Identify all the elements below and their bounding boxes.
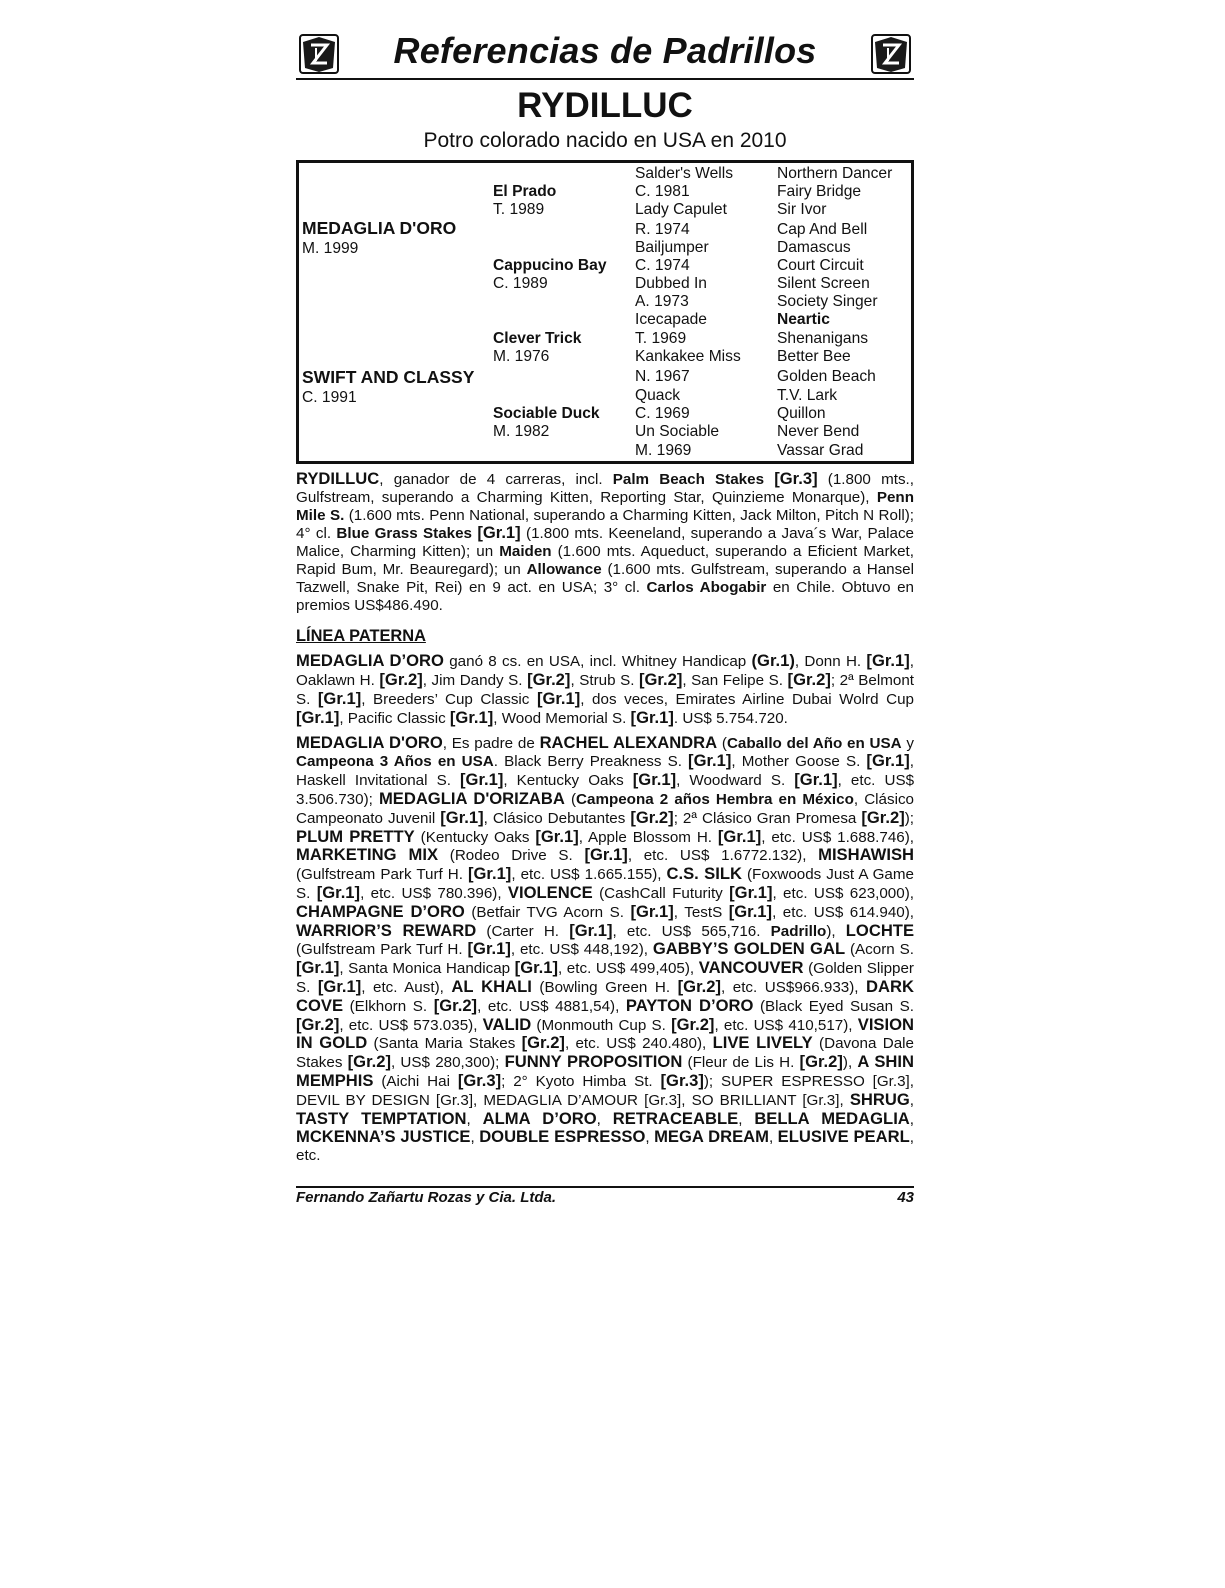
text-run: ); — [703, 1072, 722, 1090]
g4-ancestor: Fairy Bridge — [777, 183, 862, 200]
text-run: , Mother Goose S. — [731, 753, 867, 771]
section-heading: LÍNEA PATERNA — [296, 627, 426, 646]
g2-detail: T. 1989 — [493, 201, 545, 218]
horse-name-ref: BELLA MEDAGLIA — [754, 1108, 910, 1128]
horse-name-ref: C.S. SILK — [666, 864, 742, 884]
horse-name-ref: CHAMPAGNE D’ORO — [296, 901, 465, 921]
horse-name-ref: MARKETING MIX — [296, 845, 439, 865]
text-run: , US$ 280,300); — [391, 1054, 505, 1072]
grade-label: [Gr.1] — [317, 688, 362, 708]
g2-name: Clever Trick — [493, 330, 582, 347]
g4-ancestor: Neartic — [777, 311, 830, 328]
text-run: (Acorn S. — [845, 941, 914, 959]
text-run: , Jim Dandy S. — [422, 672, 528, 690]
grade-label: [Gr.2] — [347, 1052, 391, 1072]
g4-ancestor: Better Bee — [777, 348, 851, 365]
text-run: (Bowling Green H. — [531, 978, 678, 996]
horse-name-ref: TASTY TEMPTATION — [296, 1108, 467, 1128]
text-run: , Woodward S. — [676, 772, 795, 790]
horse-name-ref: FUNNY PROPOSITION — [504, 1052, 683, 1072]
text-run: , etc. US$ 448,192), — [510, 941, 653, 959]
grade-label: [Gr.2] — [433, 995, 478, 1015]
horse-name-ref: RACHEL ALEXANDRA — [539, 732, 718, 752]
text-run: , etc. US$ 499,405), — [558, 960, 699, 978]
text-run: ; 2ª Belmont S. — [296, 672, 915, 708]
grade-label: (Gr.1) — [751, 651, 795, 671]
grade-label: [Gr.2] — [296, 1014, 340, 1034]
grade-label: [Gr.1] — [317, 976, 362, 996]
text-run: , — [466, 1110, 483, 1128]
horse-name-ref: MEDAGLIA D’ORO — [296, 651, 444, 671]
text-run: , etc. US$ 1.6772.132), — [627, 847, 819, 865]
horse-name-ref: PLUM PRETTY — [296, 826, 415, 846]
text-run: , dos veces, Emirates Airline Dubai Wolrd Cup — [580, 690, 914, 708]
grade-label: [Gr.1] — [794, 770, 838, 790]
sire-detail: M. 1999 — [302, 240, 359, 257]
text-run: ; 2ª Clásico Gran Promesa — [673, 809, 862, 827]
g4-ancestor: Shenanigans — [777, 330, 869, 347]
g2-name: Sociable Duck — [493, 405, 600, 422]
text-run: , — [909, 1091, 914, 1109]
horse-name-ref: DOUBLE ESPRESSO — [479, 1127, 646, 1147]
text-run: (Aichi Hai — [373, 1072, 458, 1090]
g3-ancestor: Dubbed In — [635, 275, 707, 292]
g4-ancestor: Northern Dancer — [777, 165, 893, 182]
g4-ancestor: Sir Ivor — [777, 201, 827, 218]
zr-logo-icon — [871, 34, 911, 74]
grade-label: [Gr.1] — [477, 523, 521, 543]
horse-name-ref: MEGA DREAM — [654, 1127, 769, 1147]
horse-name-ref: DARK COVE — [296, 976, 914, 1015]
horse-name-ref: AL KHALI — [451, 976, 532, 996]
text-run: (Davona Dale Stakes — [296, 1035, 914, 1072]
grade-label: [Gr.2] — [787, 670, 831, 690]
horse-name-ref: A SHIN MEMPHIS — [296, 1052, 915, 1090]
grade-label: [Gr.3] — [774, 469, 818, 488]
text-run: , — [839, 1091, 850, 1109]
text-run: , etc. US$ 573.035), — [339, 1016, 483, 1034]
g3-ancestor: N. 1967 — [635, 368, 690, 385]
g3-ancestor: A. 1973 — [635, 293, 689, 310]
text-run: ), — [842, 1054, 858, 1072]
grade-label: [Gr.1] — [449, 707, 494, 727]
horse-name-ref: WARRIOR’S REWARD — [296, 920, 477, 940]
grade-label: [Gr.1] — [296, 958, 340, 978]
page-footer — [296, 1186, 914, 1206]
grade-label: [Gr.1] — [866, 751, 910, 771]
grade-label: [Gr.1] — [535, 826, 579, 846]
race-name: Padrillo — [770, 922, 827, 940]
g3-ancestor: Quack — [635, 387, 681, 404]
text-run: (Gulfstream Park Turf H. — [296, 866, 468, 884]
text-run: , — [470, 1129, 480, 1147]
horse-name-ref: ELUSIVE PEARL — [777, 1127, 910, 1147]
text-run: , — [768, 1129, 778, 1147]
g3-ancestor: C. 1981 — [635, 183, 690, 200]
grade-label: [Gr.2] — [861, 807, 905, 827]
pedigree-generation-1 — [302, 163, 488, 461]
race-name: Carlos Abogabir — [646, 578, 767, 596]
text-run: , Donn H. — [794, 653, 867, 671]
g4-ancestor: Vassar Grad — [777, 442, 864, 459]
sire-record-paragraph — [296, 652, 914, 727]
g4-ancestor: Cap And Bell — [777, 221, 868, 238]
text-run: ; 2° Kyoto Himba St. — [501, 1072, 661, 1090]
race-name: Caballo del Año en USA — [726, 734, 902, 752]
dam-detail: C. 1991 — [302, 389, 357, 406]
grade-label: [Gr.1] — [630, 707, 674, 727]
text-run: , Santa Monica Handicap — [339, 960, 515, 978]
text-run: , etc. US$ 410,517), — [714, 1016, 858, 1034]
text-run: (Carter H. — [476, 922, 570, 940]
g2-name: Cappucino Bay — [493, 257, 607, 274]
text-run: , Clásico Debutantes — [483, 809, 631, 827]
horse-name-ref: RETRACEABLE — [612, 1108, 739, 1128]
text-run: (Monmouth Cup S. — [531, 1016, 672, 1034]
text-run: , ganador de 4 carreras, incl. — [379, 471, 613, 488]
grade-label: [Gr.1] — [728, 901, 773, 921]
horse-name-ref: VALID — [482, 1014, 532, 1034]
sire-name: MEDAGLIA D'ORO — [302, 218, 457, 238]
g3-ancestor: Un Sociable — [635, 423, 720, 440]
g3-ancestor: C. 1969 — [635, 405, 690, 422]
text-run: , Breeders’ Cup Classic — [361, 690, 537, 708]
text-run: , — [738, 1110, 755, 1128]
grade-label: [Gr.1] — [296, 707, 340, 727]
grade-label: [Gr.1] — [467, 939, 511, 959]
grade-label: [Gr.1] — [440, 807, 484, 827]
g3-ancestor: Salder's Wells — [635, 165, 734, 182]
text-run: (1.800 mts., Gulfstream, superando a Charming Kitten, Reporting Star, Quinzieme Monarque), — [296, 471, 914, 506]
race-name: Campeona 2 años Hembra en México — [576, 790, 854, 808]
text-run: , etc. US$ 1.688.746), — [761, 828, 914, 846]
horse-name-ref: GABBY’S GOLDEN GAL — [652, 939, 846, 959]
text-run: ( — [717, 734, 727, 752]
grade-label: [Gr.3] — [457, 1070, 502, 1090]
text-run: (CashCall Futurity — [592, 884, 730, 902]
horse-name-ref: VIOLENCE — [507, 882, 593, 902]
text-run: , TestS — [673, 903, 729, 921]
page — [296, 28, 914, 1165]
g3-ancestor: M. 1969 — [635, 442, 692, 459]
horse-name-ref: LOCHTE — [845, 920, 915, 940]
text-run: (1.600 mts. Aqueduct, superando a Eficient Market, Rapid Bum, Mr. Beauregard); un — [296, 543, 914, 578]
grade-label: [Gr.1] — [729, 882, 773, 902]
grade-label: [Gr.2] — [671, 1014, 715, 1034]
header-divider — [296, 78, 914, 80]
grade-label: [Gr.1] — [536, 688, 581, 708]
text-run: , etc. US$ 623,000), — [772, 884, 914, 902]
text-run: ), — [826, 922, 846, 940]
g3-ancestor: R. 1974 — [635, 221, 690, 238]
race-name: Campeona 3 Años en USA — [296, 753, 494, 771]
grade-label: [Gr.1] — [717, 826, 762, 846]
g4-ancestor: Quillon — [777, 405, 826, 422]
grade-label: [Gr.1] — [569, 920, 613, 940]
pedigree-table — [296, 160, 914, 464]
text-run: , etc. US$ 240.480), — [564, 1035, 713, 1053]
text-run: , etc. US$ 614.940), — [772, 903, 914, 921]
g4-ancestor: Society Singer — [777, 293, 878, 310]
race-name: Maiden — [499, 543, 552, 561]
text-run: (Black Eyed Susan S. — [753, 997, 915, 1015]
g2-detail: C. 1989 — [493, 275, 548, 292]
text-run: , Kentucky Oaks — [503, 772, 633, 790]
text-run: , San Felipe S. — [682, 672, 788, 690]
horse-name-ref: MCKENNA’S JUSTICE — [296, 1127, 471, 1147]
page-number: 43 — [897, 1189, 914, 1206]
text-run: , Es padre de — [442, 734, 540, 752]
grade-label: [Gr.1] — [584, 845, 628, 865]
text-run — [764, 471, 774, 488]
text-run: , Pacific Classic — [339, 709, 450, 727]
grade-label: [Gr.1] — [866, 651, 910, 671]
text-run: ); — [904, 809, 914, 827]
g4-ancestor: Damascus — [777, 239, 851, 256]
horse-name-ref: MEDAGLIA D'ORIZABA — [378, 788, 565, 808]
text-run: . Black Berry Preakness S. — [493, 753, 689, 771]
horse-name-ref: SHRUG — [849, 1089, 910, 1109]
text-run: (Betfair TVG Acorn S. — [464, 903, 631, 921]
text-run: , Haskell Invitational S. — [296, 753, 914, 790]
grade-label: [Gr.1] — [514, 958, 559, 978]
horse-name-ref: ALMA D’ORO — [482, 1108, 597, 1128]
horse-name-ref: MISHAWISH — [818, 845, 915, 865]
footer-company: Fernando Zañartu Rozas y Cia. Ltda. — [296, 1189, 557, 1206]
horse-subtitle: Potro colorado nacido en USA en 2010 — [423, 129, 787, 152]
horse-name-ref: VANCOUVER — [698, 958, 804, 978]
g4-ancestor: Court Circuit — [777, 257, 864, 274]
grade-label: [Gr.1] — [632, 770, 677, 790]
g2-detail: M. 1982 — [493, 423, 550, 440]
grade-label: [Gr.3] — [660, 1070, 704, 1090]
g3-ancestor: Icecapade — [635, 311, 707, 328]
text-run: (Rodeo Drive S. — [438, 847, 585, 865]
grade-label: [Gr.1] — [316, 882, 361, 902]
text-run: en Chile. Obtuvo en premios US$486.490. — [296, 578, 915, 614]
race-name: Allowance — [526, 560, 602, 578]
text-run: (Kentucky Oaks — [414, 828, 536, 846]
horse-name-ref: MEDAGLIA D'ORO — [296, 732, 443, 752]
grade-label: [Gr.2] — [639, 670, 683, 690]
pedigree-generation-3 — [635, 163, 775, 461]
text-run: , Oaklawn H. — [296, 653, 914, 690]
text-run: , etc. US$ 565,716. — [612, 922, 771, 940]
pedigree-generation-2 — [493, 163, 631, 461]
g2-detail: M. 1976 — [493, 348, 550, 365]
g3-ancestor: C. 1974 — [635, 257, 690, 274]
dam-name: SWIFT AND CLASSY — [302, 367, 475, 387]
g4-ancestor: Golden Beach — [777, 368, 876, 385]
grade-label: [Gr.2] — [799, 1052, 843, 1072]
g2-name: El Prado — [493, 183, 557, 200]
text-run: , etc. — [296, 1129, 914, 1165]
grade-label: [Gr.2] — [527, 670, 571, 690]
text-run: (1.600 mts. Gulfstream, superando a Hansel Tazwell, Snake Pit, Rei) en 9 act. en USA; 3° cl. — [296, 560, 915, 596]
horse-name-ref: PAYTON D’ORO — [625, 995, 754, 1015]
text-run: y — [901, 734, 914, 752]
g4-ancestor: Never Bend — [777, 423, 860, 440]
text-run: . US$ 5.754.720. — [673, 709, 788, 727]
text-run: ( — [564, 790, 577, 808]
text-run: (Golden Slipper S. — [296, 960, 914, 996]
text-run: , Strub S. — [570, 672, 639, 690]
text-run: (1.600 mts. Penn National, superando a Charming Kitten, Jack Milton, Pitch N Roll); 4° cl. — [296, 506, 914, 543]
horse-name-ref: RYDILLUC — [296, 469, 380, 488]
text-run: (Elkhorn S. — [343, 997, 434, 1015]
text-run: , etc. US$966.933), — [721, 978, 867, 996]
text-run: , Apple Blossom H. — [578, 828, 718, 846]
text-run: , etc. US$ 4881,54), — [477, 997, 626, 1015]
text-run: (Gulfstream Park Turf H. — [296, 941, 468, 959]
text-run: , etc. US$ 780.396), — [360, 884, 508, 902]
race-name: Penn Mile S. — [296, 488, 914, 524]
race-record-paragraph — [296, 470, 914, 614]
grade-label: [Gr.2] — [379, 670, 423, 690]
text-run: , etc. US$ 1.665.155), — [511, 866, 667, 884]
text-run: (Santa Maria Stakes — [367, 1035, 522, 1053]
horse-name: RYDILLUC — [517, 86, 693, 125]
grade-label: [Gr.1] — [630, 901, 674, 921]
text-run: , — [596, 1110, 613, 1128]
sire-progeny-paragraph — [296, 734, 914, 1165]
g3-ancestor: Bailjumper — [635, 239, 709, 256]
race-name: Blue Grass Stakes — [336, 525, 472, 543]
grade-label: [Gr.2] — [521, 1033, 565, 1053]
horse-name-ref: VISION IN GOLD — [296, 1014, 914, 1053]
text-run: , Wood Memorial S. — [493, 709, 631, 727]
g4-ancestor: Silent Screen — [777, 275, 870, 292]
g3-ancestor: Lady Capulet — [635, 201, 727, 218]
text-run: ganó 8 cs. en USA, incl. Whitney Handicap — [443, 653, 752, 671]
g3-ancestor: Kankakee Miss — [635, 348, 741, 365]
page-header — [296, 28, 914, 82]
grade-label: [Gr.1] — [688, 751, 732, 771]
text-run: , — [909, 1110, 915, 1128]
grade-label: [Gr.2] — [677, 976, 721, 996]
text-run: , etc. Aust), — [361, 978, 452, 996]
text-run: SUPER ESPRESSO [Gr.3], DEVIL BY DESIGN [Gr.3], MEDAGLIA D’AMOUR [Gr.3], SO BRILLIANT [Gr.3] — [296, 1072, 914, 1109]
horse-name-ref: LIVE LIVELY — [712, 1033, 813, 1053]
text-run: (Foxwoods Just A Game S. — [296, 866, 914, 902]
text-run: , etc. US$ 3.506.730); — [296, 772, 915, 808]
text-run: (Fleur de Lis H. — [682, 1054, 800, 1072]
page-title: Referencias de Padrillos — [393, 30, 817, 71]
pedigree-generation-4 — [777, 163, 913, 461]
text-run: , Clásico Campeonato Juvenil — [296, 790, 914, 827]
grade-label: [Gr.1] — [467, 864, 512, 884]
text-run: (1.800 mts. Keeneland, superando a Java´s War, Palace Malice, Charming Kitten); un — [296, 525, 914, 561]
race-name: Palm Beach Stakes — [612, 471, 765, 488]
text-run: , — [645, 1129, 655, 1147]
grade-label: [Gr.2] — [630, 807, 674, 827]
g4-ancestor: T.V. Lark — [777, 387, 838, 404]
g3-ancestor: T. 1969 — [635, 330, 687, 347]
grade-label: [Gr.1] — [460, 770, 504, 790]
